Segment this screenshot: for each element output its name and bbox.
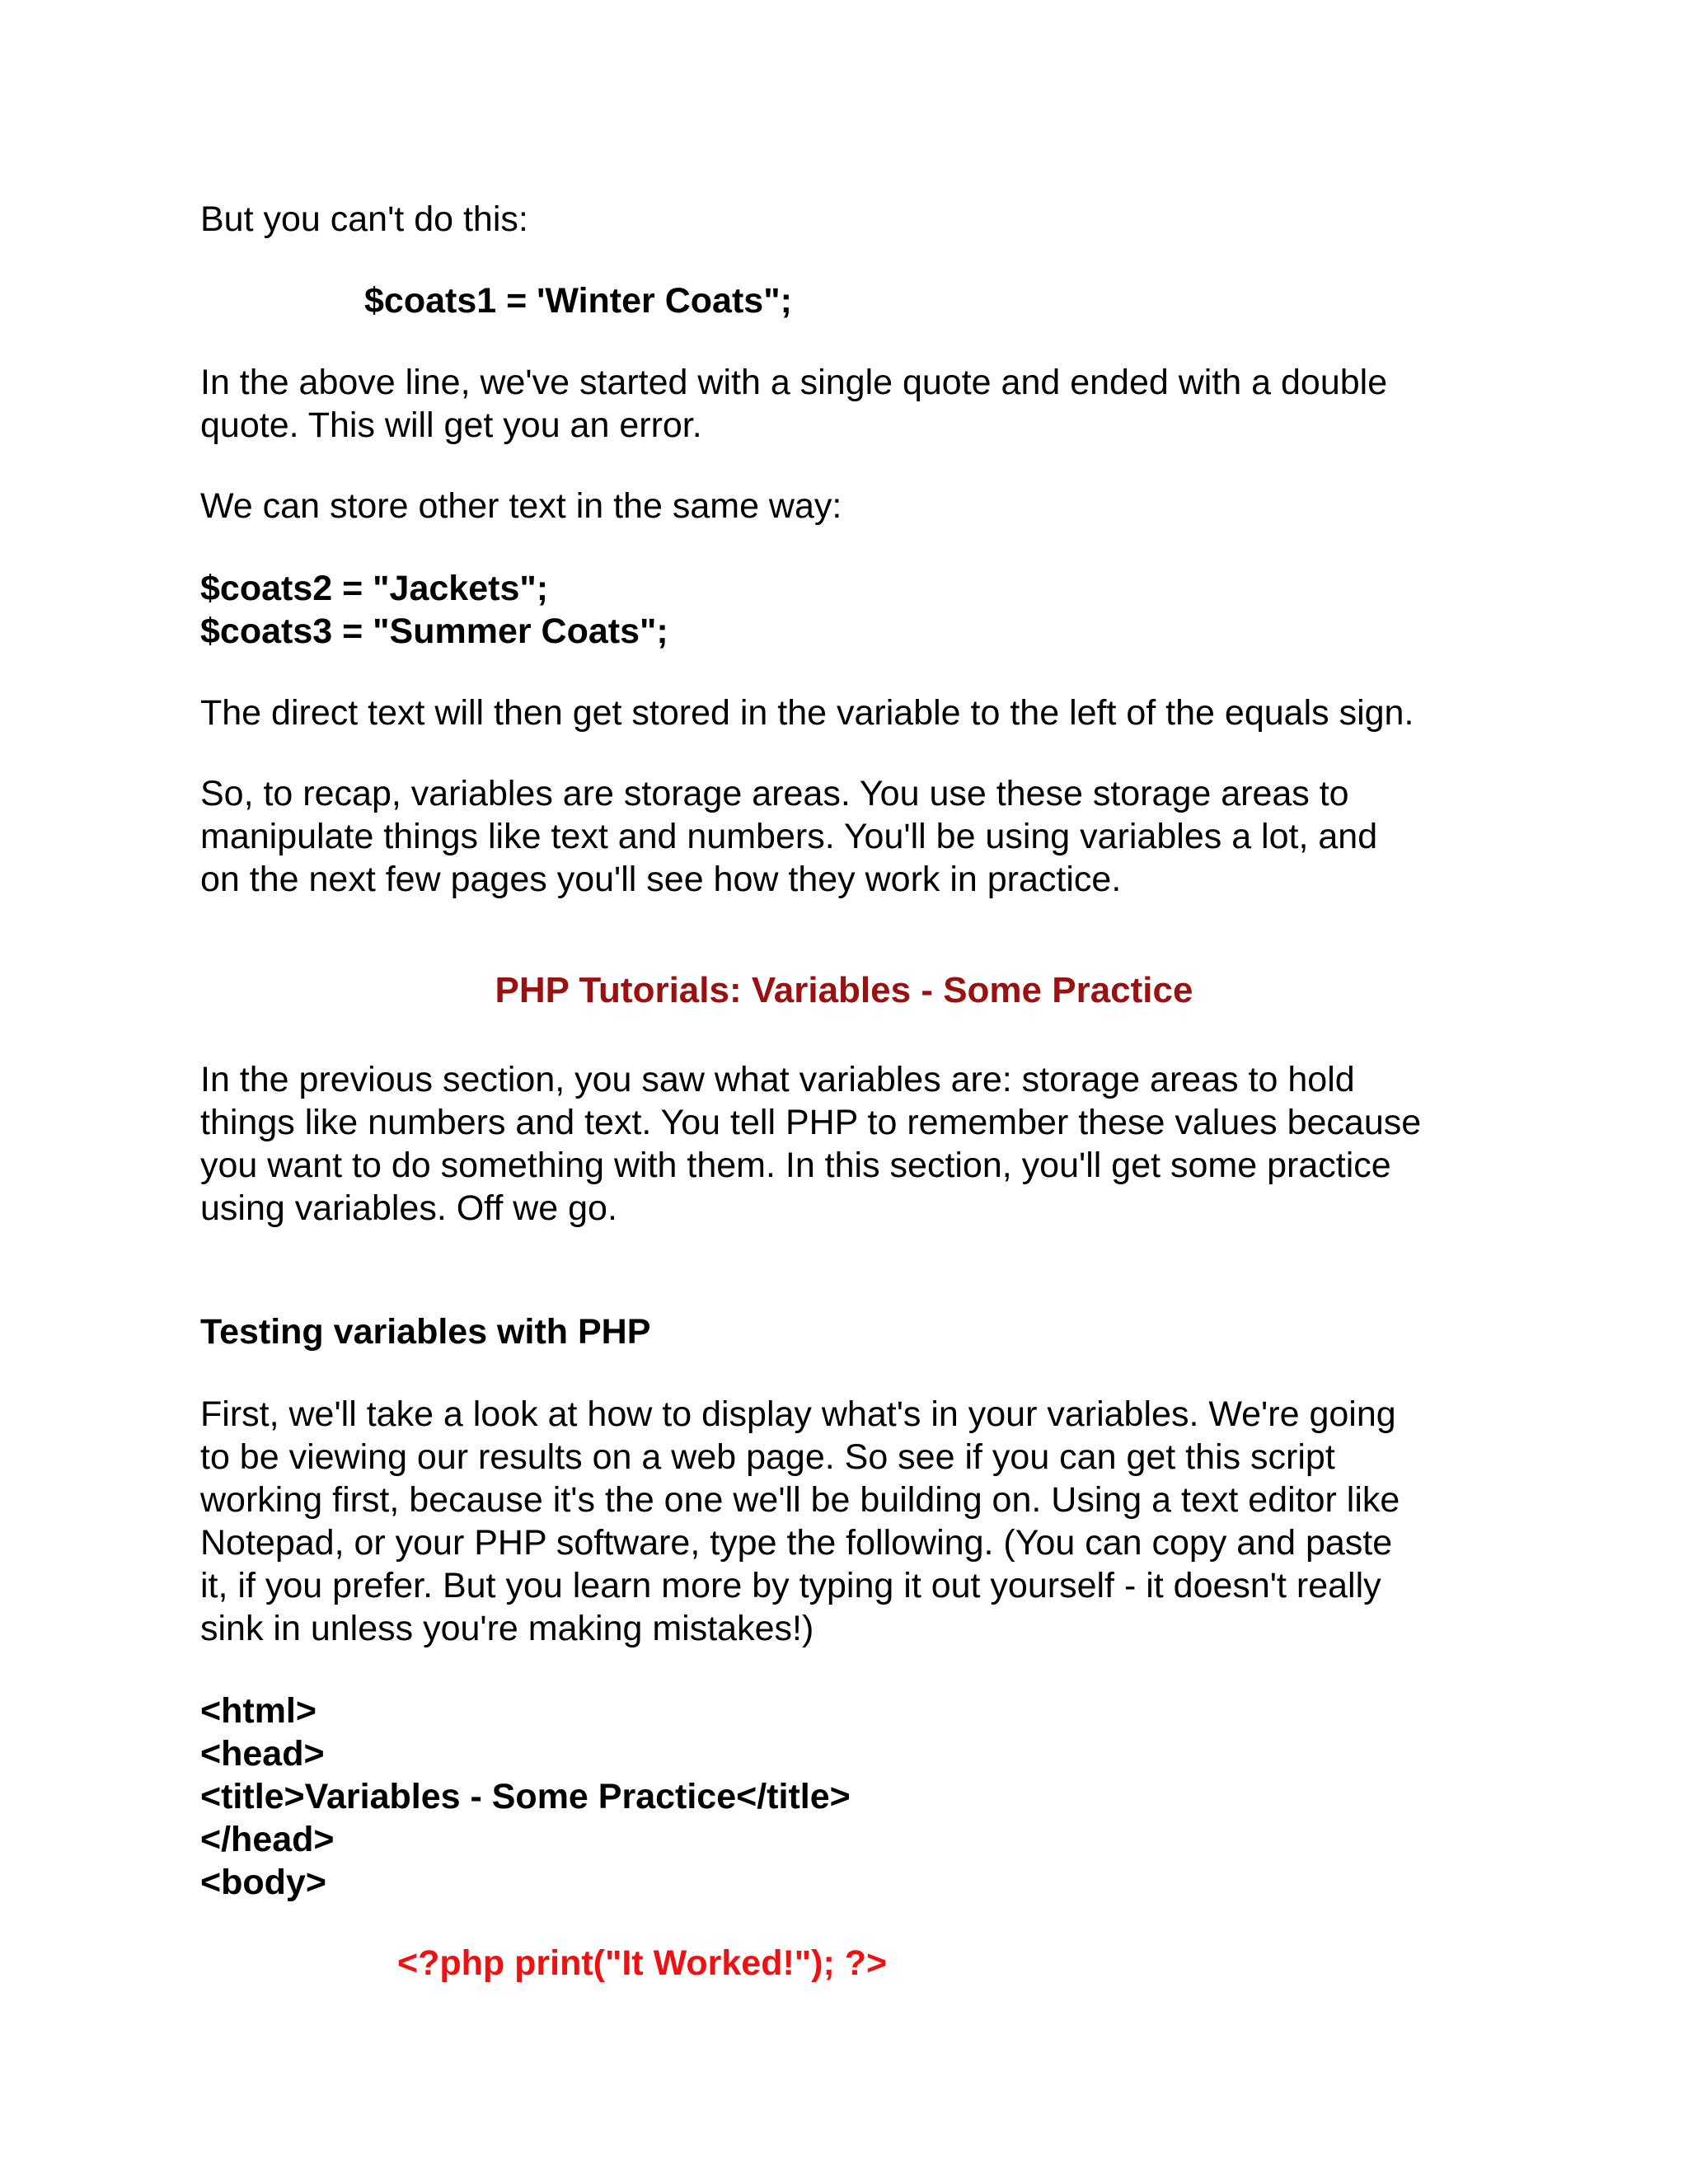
paragraph-error-line-2: quote. This will get you an error. bbox=[200, 405, 702, 445]
paragraph-previous-line-4: using variables. Off we go. bbox=[200, 1188, 617, 1228]
paragraph-first-line-3: working first, because it's the one we'll be building on. Using a text editor like bbox=[200, 1480, 1400, 1520]
code-head-open: <head> bbox=[200, 1734, 325, 1774]
paragraph-first-line-5: it, if you prefer. But you learn more by typing it out yourself - it doesn't really bbox=[200, 1566, 1381, 1605]
paragraph-first-line-1: First, we'll take a look at how to display what's in your variables. We're going bbox=[200, 1394, 1396, 1434]
paragraph-recap-line-1: So, to recap, variables are storage areas. You use these storage areas to bbox=[200, 774, 1349, 813]
code-title: <title>Variables - Some Practice</title> bbox=[200, 1777, 851, 1816]
paragraph-first-line-2: to be viewing our results on a web page. So see if you can get this script bbox=[200, 1437, 1335, 1477]
paragraph-previous-line-3: you want to do something with them. In this section, you'll get some practice bbox=[200, 1146, 1391, 1185]
code-head-close: </head> bbox=[200, 1820, 335, 1859]
code-html-open: <html> bbox=[200, 1691, 316, 1731]
paragraph-intro: But you can't do this: bbox=[200, 199, 528, 239]
section-heading: PHP Tutorials: Variables - Some Practice bbox=[495, 970, 1193, 1010]
paragraph-recap-line-3: on the next few pages you'll see how they work in practice. bbox=[200, 860, 1122, 899]
paragraph-direct-text: The direct text will then get stored in the variable to the left of the equals sign. bbox=[200, 693, 1414, 733]
paragraph-error-line-1: In the above line, we've started with a single quote and ended with a double bbox=[200, 363, 1388, 402]
paragraph-first-line-6: sink in unless you're making mistakes!) bbox=[200, 1609, 814, 1648]
code-php-print: <?php print("It Worked!"); ?> bbox=[397, 1943, 888, 1983]
code-example-wrong-quotes: $coats1 = 'Winter Coats"; bbox=[364, 281, 792, 321]
paragraph-store-text: We can store other text in the same way: bbox=[200, 486, 842, 526]
paragraph-previous-line-2: things like numbers and text. You tell PHP to remember these values because bbox=[200, 1103, 1422, 1142]
code-body-open: <body> bbox=[200, 1863, 326, 1902]
code-coats3: $coats3 = "Summer Coats"; bbox=[200, 612, 668, 651]
subheading-testing-variables: Testing variables with PHP bbox=[200, 1312, 651, 1352]
paragraph-first-line-4: Notepad, or your PHP software, type the following. (You can copy and paste bbox=[200, 1523, 1393, 1563]
paragraph-recap-line-2: manipulate things like text and numbers. You'll be using variables a lot, and bbox=[200, 817, 1378, 856]
code-coats2: $coats2 = "Jackets"; bbox=[200, 569, 549, 608]
paragraph-previous-line-1: In the previous section, you saw what variables are: storage areas to hold bbox=[200, 1060, 1355, 1099]
